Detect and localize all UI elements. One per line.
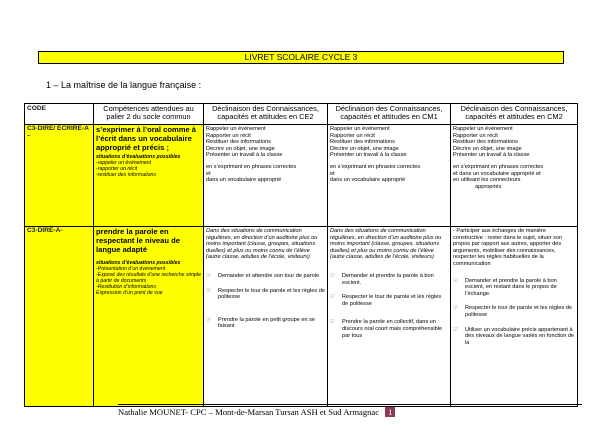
list-item: ☞ Respecter le tour de parole et les règles de politesse <box>330 294 448 307</box>
list-item: -restituer des informations <box>96 172 156 179</box>
list-item: Restituer des informations <box>330 139 395 146</box>
list-item: et dans un vocabulaire approprié et <box>453 170 541 177</box>
list-item: ☞ Prendre la parole en collectif, dans un discours oral court mais compréhensible par tous <box>330 319 448 339</box>
row1-ce2 <box>204 125 328 227</box>
list-item: ☞ Utiliser un vocabulaire précis appartenant à des niveaux de langue variés en fonction de la <box>453 327 575 347</box>
list-item: -Présentation d’un événement <box>96 266 166 273</box>
list-item: ☞ Respecter le tour de parole et les règles de politesse <box>206 288 325 301</box>
list-item: dans un vocabulaire approprié <box>206 177 282 184</box>
row2-competence-cell <box>94 227 204 407</box>
list-item: Décrire un objet, une image <box>453 145 522 152</box>
page-footer <box>118 404 582 417</box>
list-item: Présenter un travail à la classe <box>206 152 283 159</box>
competences-table <box>24 103 578 407</box>
header-code: CODE <box>25 104 94 125</box>
table-row <box>25 125 578 227</box>
list-item: ☞ Demander et prendre la parole à bon escient, en restant dans le propos de l’échange. <box>453 278 575 298</box>
list-item: ☞ Respecter le tour de parole et les règles de politesse <box>453 305 575 318</box>
list-item: -Exposé des résultats d’une recherche simple à partir de documents <box>96 272 201 285</box>
row1-situations <box>96 154 201 178</box>
row1-competence: s’exprimer à l’oral comme à l’écrit dans un vocabulaire approprié et précis ; <box>96 125 197 152</box>
row2-cm2-intro: - Participer aux échanges de manière constructive : rester dans le sujet, situer son propos par rapport aux autres, apporter des arguments, mobiliser des connaissances, respecter les règles habituelles de la communication <box>453 228 563 267</box>
row1-cm2 <box>451 125 578 227</box>
list-item: -rapporter un récit <box>96 166 138 173</box>
list-item: appropriés <box>475 183 502 190</box>
list-item: ☞ Demander et prendre la parole à bon escient. <box>330 273 448 286</box>
header-cm1: Déclinaison des Connaissances, capacités et attitudes en CM1 <box>328 104 451 125</box>
footer-text: Nathalie MOUNET- CPC – Mont-de-Marsan Tursan ASH et Sud Armagnac <box>118 407 380 417</box>
list-item: et <box>330 170 335 177</box>
row2-code: C3-DIRE-A- <box>25 227 94 407</box>
list-item: Restituer des informations <box>206 139 271 146</box>
row2-situations <box>96 260 201 296</box>
list-item: en s’exprimant en phrases correctes <box>206 163 297 170</box>
list-item: Rappeler un événement <box>206 126 266 132</box>
row1-situations-title: situations d’évaluations possibles <box>96 154 181 161</box>
list-item: Rapporter un récit <box>453 132 498 139</box>
list-item: -Restitution d’informations <box>96 284 156 291</box>
header-competences: Compétences attendues au palier 2 du socle commun <box>94 104 204 125</box>
list-item: Présenter un travail à la classe <box>453 152 530 159</box>
list-item: Décrire un objet, une image <box>206 145 275 152</box>
list-item: -rappeler un événement <box>96 160 152 167</box>
document-title: LIVRET SCOLAIRE CYCLE 3 <box>38 51 564 64</box>
table-header-row <box>25 104 578 125</box>
row2-ce2-intro: Dans des situations de communication régulières, en direction d’un auditoire plus ou moins important (classe, groupes, situations duelles) et plus ou moins connu de l’élève (autre classe, adultes de l’école, visiteurs) <box>206 228 318 261</box>
list-item: Rappeler un événement <box>330 126 390 132</box>
header-cm2: Déclinaison des Connaissances, capacités et attitudes en CM2 <box>451 104 578 125</box>
row2-ce2 <box>204 227 328 407</box>
list-item: Rappeler un événement <box>453 126 513 132</box>
list-item: Présenter un travail à la classe <box>330 152 407 159</box>
row1-competence-cell <box>94 125 204 227</box>
row2-cm1 <box>328 227 451 407</box>
list-item: Rapporter un récit <box>206 132 251 139</box>
page-number: 1 <box>385 407 395 417</box>
row1-cm1 <box>328 125 451 227</box>
list-item: Décrire un objet, une image <box>330 145 399 152</box>
list-item: Expression d’un point de vue <box>96 290 163 297</box>
table-row <box>25 227 578 407</box>
list-item: ☞ Demander et attendre son tour de parole <box>206 273 325 280</box>
row2-cm2 <box>451 227 578 407</box>
section-heading: 1 – La maîtrise de la langue française : <box>46 80 202 90</box>
row2-cm1-intro: Dans des situations de communication régulières, en direction d’un auditoire plus ou moins important (classe, groupes, situations duelles) et plus ou moins connu de l’élève (autre classe, adultes de l’école, visiteurs) <box>330 228 442 261</box>
header-ce2: Déclinaison des Connaissances, capacités et attitudes en CE2 <box>204 104 328 125</box>
row2-situations-title: situations d’évaluations possibles <box>96 260 181 267</box>
row2-competence: prendre la parole en respectant le niveau de langue adapté <box>96 227 180 254</box>
list-item: en utilisant les connecteurs <box>453 177 521 184</box>
list-item: et <box>206 170 211 177</box>
list-item: en s’exprimant en phrases correctes <box>453 163 544 170</box>
list-item: Restituer des informations <box>453 139 518 146</box>
list-item: en s’exprimant en phrases correctes <box>330 163 421 170</box>
row1-code: C3-DIRE/ ECRIRE-A – <box>25 125 94 227</box>
list-item: ☞ Prendre la parole en petit groupe en se faisant <box>206 317 325 330</box>
list-item: dans un vocabulaire approprié <box>330 177 406 184</box>
list-item: Rapporter un récit <box>330 132 375 139</box>
